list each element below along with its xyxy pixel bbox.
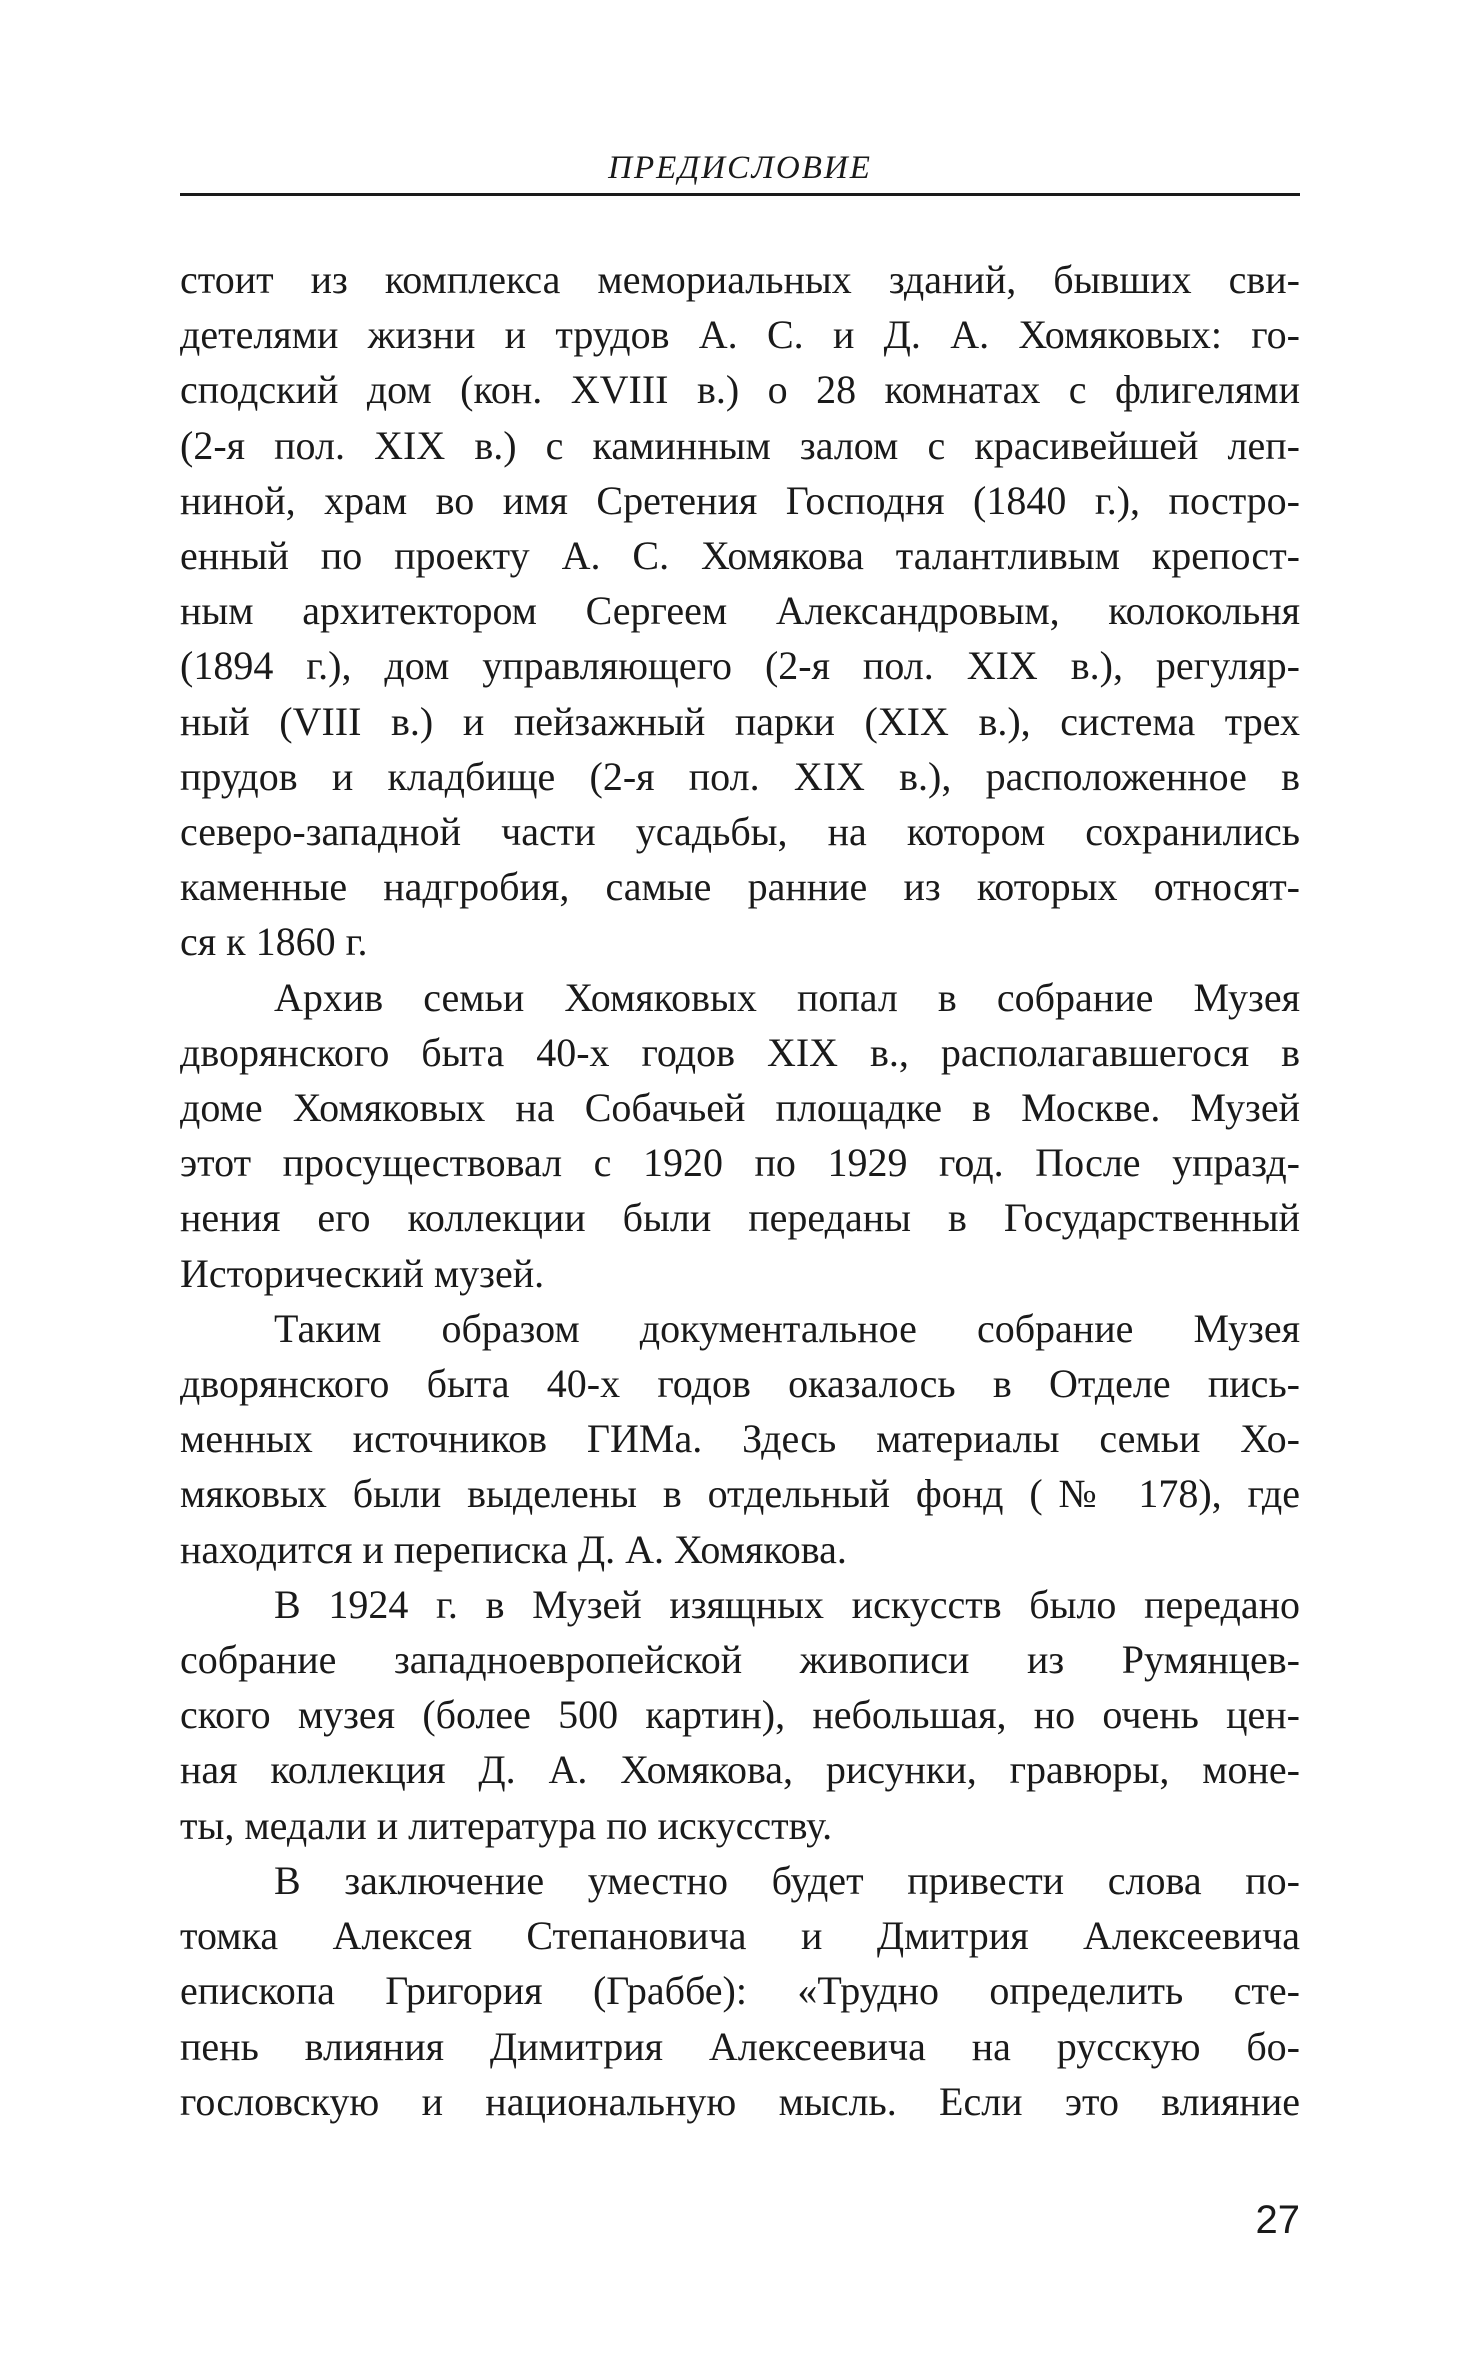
text-line: дворянского быта 40-х годов XIX в., располагавшегося в: [180, 1029, 1300, 1075]
paragraph-3: [180, 1301, 1300, 1577]
text-line: ниной, храм во имя Сретения Господня (1840 г.), постро-: [180, 477, 1300, 523]
paragraph-4: [180, 1577, 1300, 1853]
text-line: ный (VIII в.) и пейзажный парки (XIX в.), система трех: [180, 698, 1300, 744]
text-line: (1894 г.), дом управляющего (2-я пол. XIX в.), регуляр-: [180, 643, 1300, 689]
text-line: Исторический музей.: [180, 1250, 545, 1296]
text-line: епископа Григория (Граббе): «Трудно определить сте-: [180, 1968, 1300, 2014]
text-line: Архив семьи Хомяковых попал в собрание Музея: [274, 974, 1300, 1020]
text-line: детелями жизни и трудов А. С. и Д. А. Хомяковых: го-: [180, 312, 1300, 358]
text-line: собрание западноевропейской живописи из Румянцев-: [180, 1637, 1300, 1683]
page-body: [180, 252, 1300, 2129]
text-line: Таким образом документальное собрание Музея: [274, 1305, 1300, 1351]
text-line: нения его коллекции были переданы в Государственный: [180, 1195, 1300, 1241]
text-line: гословскую и национальную мысль. Если это влияние: [180, 2078, 1300, 2124]
text-line: прудов и кладбище (2-я пол. XIX в.), расположенное в: [180, 753, 1300, 799]
text-line: находится и переписка Д. А. Хомякова.: [180, 1526, 847, 1572]
text-line: менных источников ГИМа. Здесь материалы семьи Хо-: [180, 1416, 1300, 1462]
text-line: В заключение уместно будет привести слова по-: [274, 1857, 1300, 1903]
header-rule: [180, 193, 1300, 196]
page-number: 27: [1255, 2198, 1300, 2242]
text-line: томка Алексея Степановича и Дмитрия Алексеевича: [180, 1913, 1300, 1959]
text-line: стоит из комплекса мемориальных зданий, бывших сви-: [180, 257, 1300, 302]
paragraph-2: [180, 970, 1300, 1301]
text-line: доме Хомяковых на Собачьей площадке в Москве. Музей: [180, 1085, 1300, 1131]
text-line: дворянского быта 40-х годов оказалось в Отделе пись-: [180, 1361, 1300, 1407]
text-line: каменные надгробия, самые ранние из которых относят-: [180, 864, 1300, 910]
text-line: пень влияния Димитрия Алексеевича на русскую бо-: [180, 2023, 1300, 2069]
paragraph-5: [180, 1853, 1300, 2129]
text-line: мяковых были выделены в отдельный фонд (№ 178), где: [180, 1471, 1300, 1517]
text-line: ным архитектором Сергеем Александровым, колокольня: [180, 588, 1300, 634]
text-line: (2-я пол. XIX в.) с каминным залом с красивейшей леп-: [180, 422, 1300, 468]
text-line: северо-западной части усадьбы, на котором сохранились: [180, 809, 1300, 855]
text-line: енный по проекту А. С. Хомякова талантливым крепост-: [180, 533, 1300, 579]
text-line: ты, медали и литература по искусству.: [180, 1802, 833, 1848]
text-line: этот просуществовал с 1920 по 1929 год. После упразд-: [180, 1140, 1300, 1186]
text-line: ся к 1860 г.: [180, 919, 368, 965]
text-line: ная коллекция Д. А. Хомякова, рисунки, гравюры, моне-: [180, 1747, 1300, 1793]
text-line: сподский дом (кон. XVIII в.) о 28 комнатах с флигелями: [180, 367, 1300, 413]
text-line: ского музея (более 500 картин), небольшая, но очень цен-: [180, 1692, 1300, 1738]
running-title: ПРЕДИСЛОВИЕ: [608, 150, 872, 186]
text-line: В 1924 г. в Музей изящных искусств было передано: [274, 1581, 1300, 1627]
paragraph-1: [180, 252, 1300, 970]
